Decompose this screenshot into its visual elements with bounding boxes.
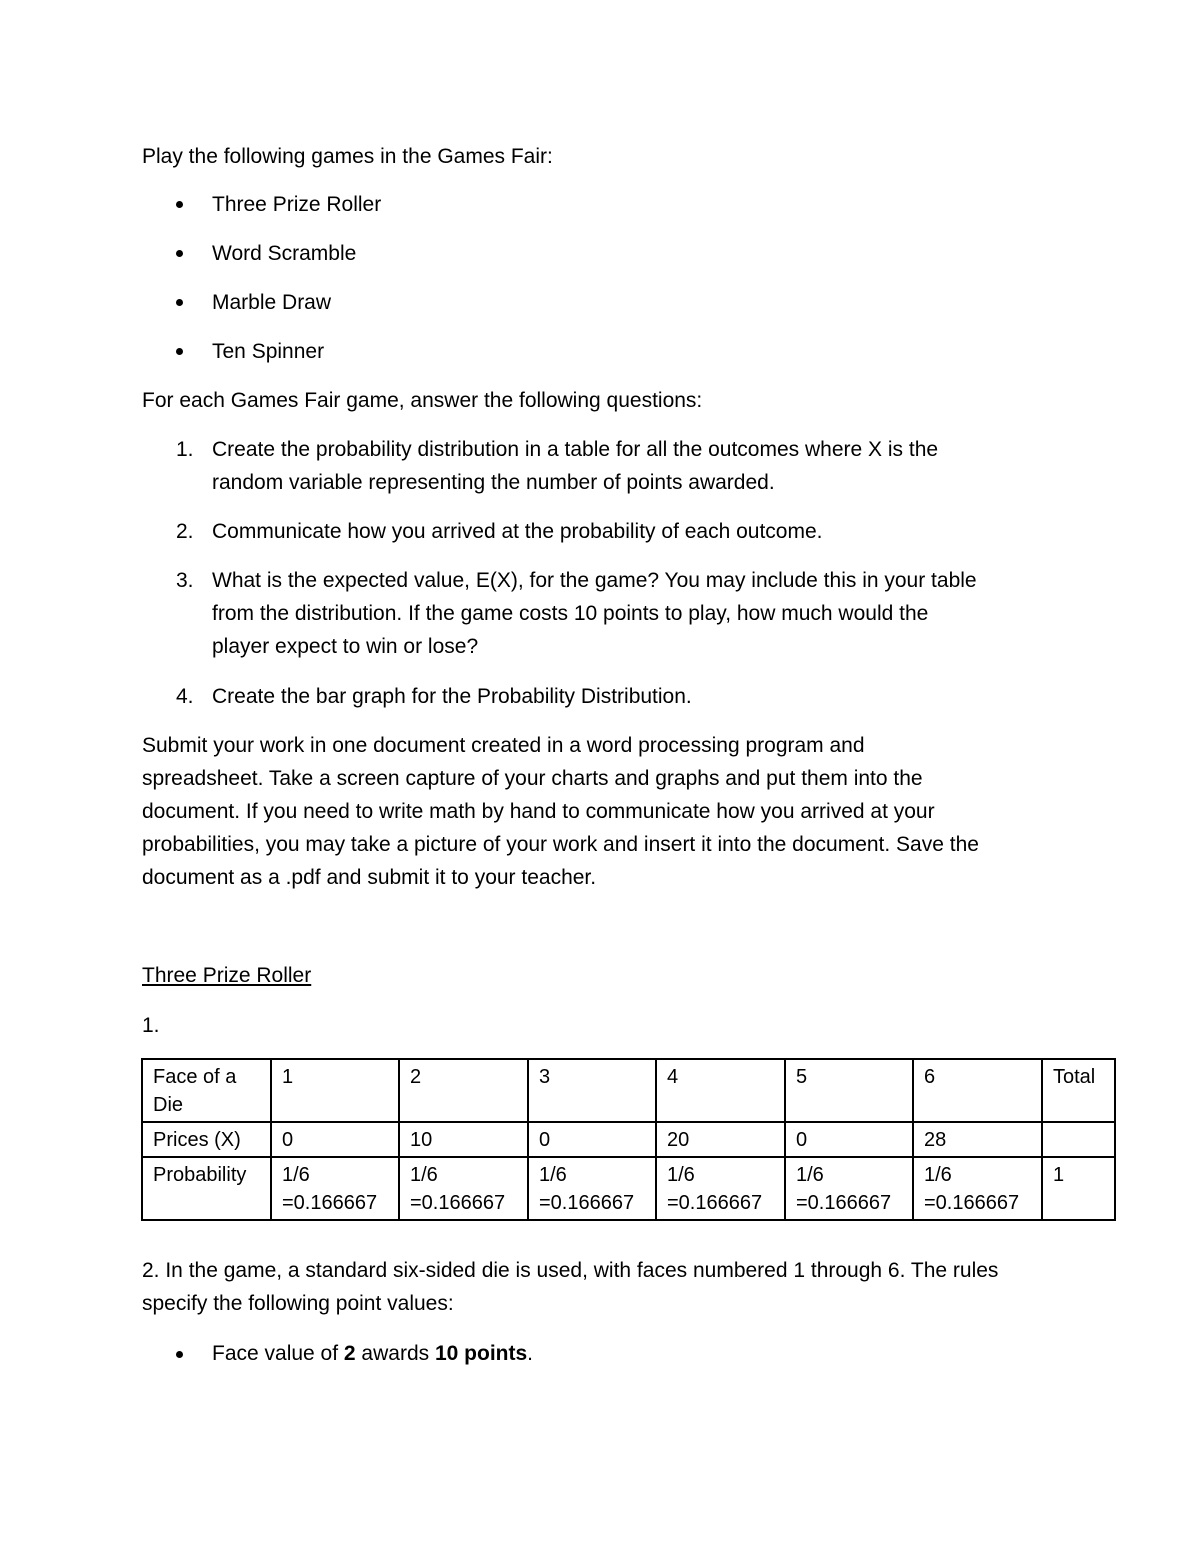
table-cell: 2 xyxy=(399,1059,528,1122)
table-cell xyxy=(1042,1122,1115,1157)
rule-text: . xyxy=(527,1342,533,1365)
bullet-icon xyxy=(176,348,183,355)
prob-decimal: =0.166667 xyxy=(539,1192,635,1214)
table-cell xyxy=(528,1157,656,1220)
table-cell: 1 xyxy=(271,1059,399,1122)
prob-fraction: 1/6 xyxy=(282,1164,310,1186)
bullet-icon xyxy=(176,201,183,208)
submit-text: probabilities, you may take a picture of your work and insert it into the document. Save the xyxy=(142,833,979,856)
table-cell xyxy=(785,1157,913,1220)
game-item: Marble Draw xyxy=(212,291,332,314)
table-cell xyxy=(271,1157,399,1220)
submit-text: document as a .pdf and submit it to your teacher. xyxy=(142,866,597,889)
game-item: Three Prize Roller xyxy=(212,193,382,216)
question-text: from the distribution. If the game costs 10 points to play, how much would the xyxy=(212,602,929,625)
table-cell: 0 xyxy=(528,1122,656,1157)
probability-table xyxy=(141,1058,1116,1221)
table-cell: 5 xyxy=(785,1059,913,1122)
submit-text: document. If you need to write math by hand to communicate how you arrived at your xyxy=(142,800,935,823)
table-cell: 3 xyxy=(528,1059,656,1122)
prob-total: 1 xyxy=(1053,1164,1065,1186)
header-label: Die xyxy=(153,1094,184,1116)
header-label: Face of a xyxy=(153,1066,237,1088)
table-row xyxy=(142,1122,1115,1157)
prob-fraction: 1/6 xyxy=(924,1164,952,1186)
question-text: Create the probability distribution in a table for all the outcomes where X is the xyxy=(212,438,939,461)
section-item-number: 1. xyxy=(142,1014,160,1037)
table-cell: Prices (X) xyxy=(142,1122,271,1157)
answer-text: specify the following point values: xyxy=(142,1292,454,1315)
rule-text: awards xyxy=(355,1342,435,1365)
section-title: Three Prize Roller xyxy=(142,964,312,987)
question-text: What is the expected value, E(X), for the game? You may include this in your table xyxy=(212,569,977,592)
bullet-icon xyxy=(176,299,183,306)
question-text: random variable representing the number of points awarded. xyxy=(212,471,775,494)
table-cell: Total xyxy=(1042,1059,1115,1122)
table-row xyxy=(142,1157,1115,1220)
submit-text: Submit your work in one document created in a word processing program and xyxy=(142,734,865,757)
table-cell xyxy=(656,1157,785,1220)
prob-decimal: =0.166667 xyxy=(282,1192,378,1214)
question-number: 2. xyxy=(176,520,194,543)
bullet-icon xyxy=(176,1351,183,1358)
submit-text: spreadsheet. Take a screen capture of your charts and graphs and put them into the xyxy=(142,767,923,790)
prob-decimal: =0.166667 xyxy=(796,1192,892,1214)
question-text: Communicate how you arrived at the probability of each outcome. xyxy=(212,520,823,543)
prob-decimal: =0.166667 xyxy=(410,1192,506,1214)
prob-decimal: =0.166667 xyxy=(667,1192,763,1214)
intro-text: Play the following games in the Games Fair: xyxy=(142,145,553,168)
table-cell xyxy=(1042,1157,1115,1220)
table-cell: 10 xyxy=(399,1122,528,1157)
table-cell: 28 xyxy=(913,1122,1042,1157)
rule-text: Face value of xyxy=(212,1342,344,1365)
prob-fraction: 1/6 xyxy=(410,1164,438,1186)
table-cell: 6 xyxy=(913,1059,1042,1122)
prob-fraction: 1/6 xyxy=(667,1164,695,1186)
game-item: Word Scramble xyxy=(212,242,357,265)
table-cell: 20 xyxy=(656,1122,785,1157)
table-cell: 0 xyxy=(785,1122,913,1157)
table-cell: Probability xyxy=(142,1157,271,1220)
answer-text: 2. In the game, a standard six-sided die is used, with faces numbered 1 through 6. The rules xyxy=(142,1259,999,1282)
bullet-icon xyxy=(176,250,183,257)
table-cell: 0 xyxy=(271,1122,399,1157)
questions-intro: For each Games Fair game, answer the following questions: xyxy=(142,389,703,412)
question-text: player expect to win or lose? xyxy=(212,635,479,658)
table-cell: 4 xyxy=(656,1059,785,1122)
table-cell xyxy=(399,1157,528,1220)
question-number: 3. xyxy=(176,569,194,592)
question-number: 4. xyxy=(176,685,194,708)
rule-face: 2 xyxy=(343,1342,356,1365)
question-text: Create the bar graph for the Probability Distribution. xyxy=(212,685,692,708)
table-header-row xyxy=(142,1059,1115,1122)
table-cell xyxy=(142,1059,271,1122)
question-number: 1. xyxy=(176,438,194,461)
prob-fraction: 1/6 xyxy=(796,1164,824,1186)
prob-decimal: =0.166667 xyxy=(924,1192,1020,1214)
rule-item xyxy=(212,1342,533,1366)
rule-points: 10 points xyxy=(434,1342,528,1365)
table-cell xyxy=(913,1157,1042,1220)
prob-fraction: 1/6 xyxy=(539,1164,567,1186)
game-item: Ten Spinner xyxy=(212,340,325,363)
